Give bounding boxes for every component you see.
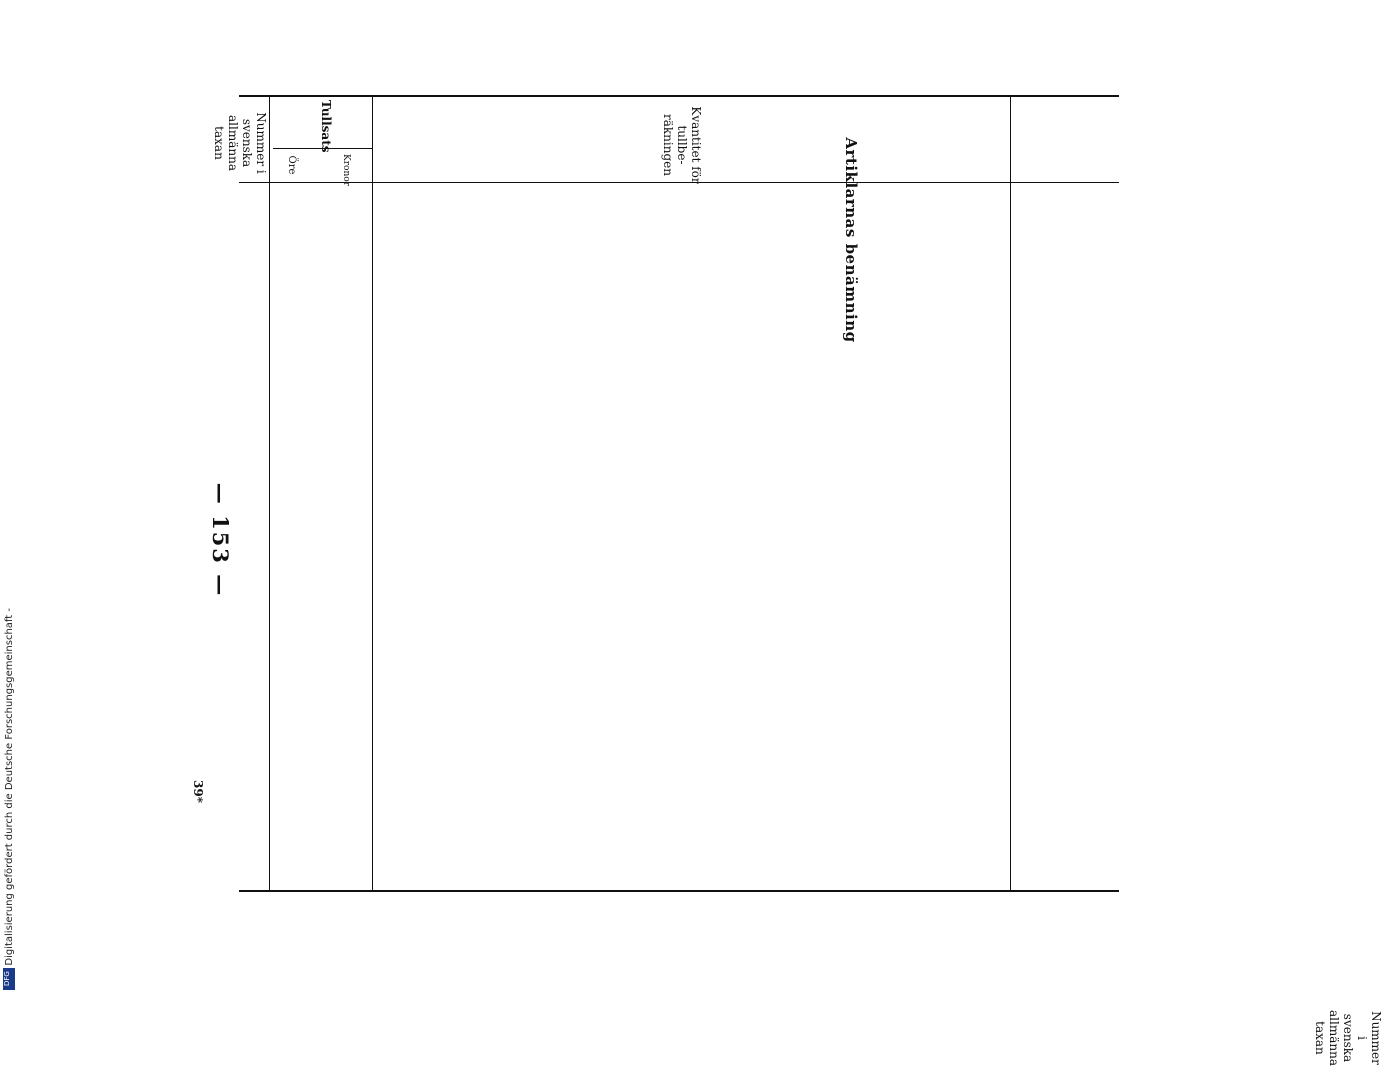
- folio-mark: 39*: [191, 780, 205, 803]
- header-number-text: Nummer i svenska allmänna taxan: [212, 112, 268, 174]
- funding-sidebar-text: Digitalisierung gefördert durch die Deutsche Forschungsgemeinschaft -: [4, 608, 15, 966]
- header-number: Nummer i svenska allmänna taxan: [1313, 1010, 1383, 1066]
- page-number: — 153 —: [208, 482, 233, 598]
- header-tariff: Tullsats: [319, 100, 333, 153]
- dfg-logo: DFG: [3, 968, 15, 990]
- header-kronor: Kronor: [341, 154, 351, 186]
- header-quantity: Kvantitet för tullbe- räkningen: [661, 106, 703, 184]
- header-articles: Artiklarnas benämning: [842, 137, 860, 343]
- header-ore: Öre: [286, 155, 297, 175]
